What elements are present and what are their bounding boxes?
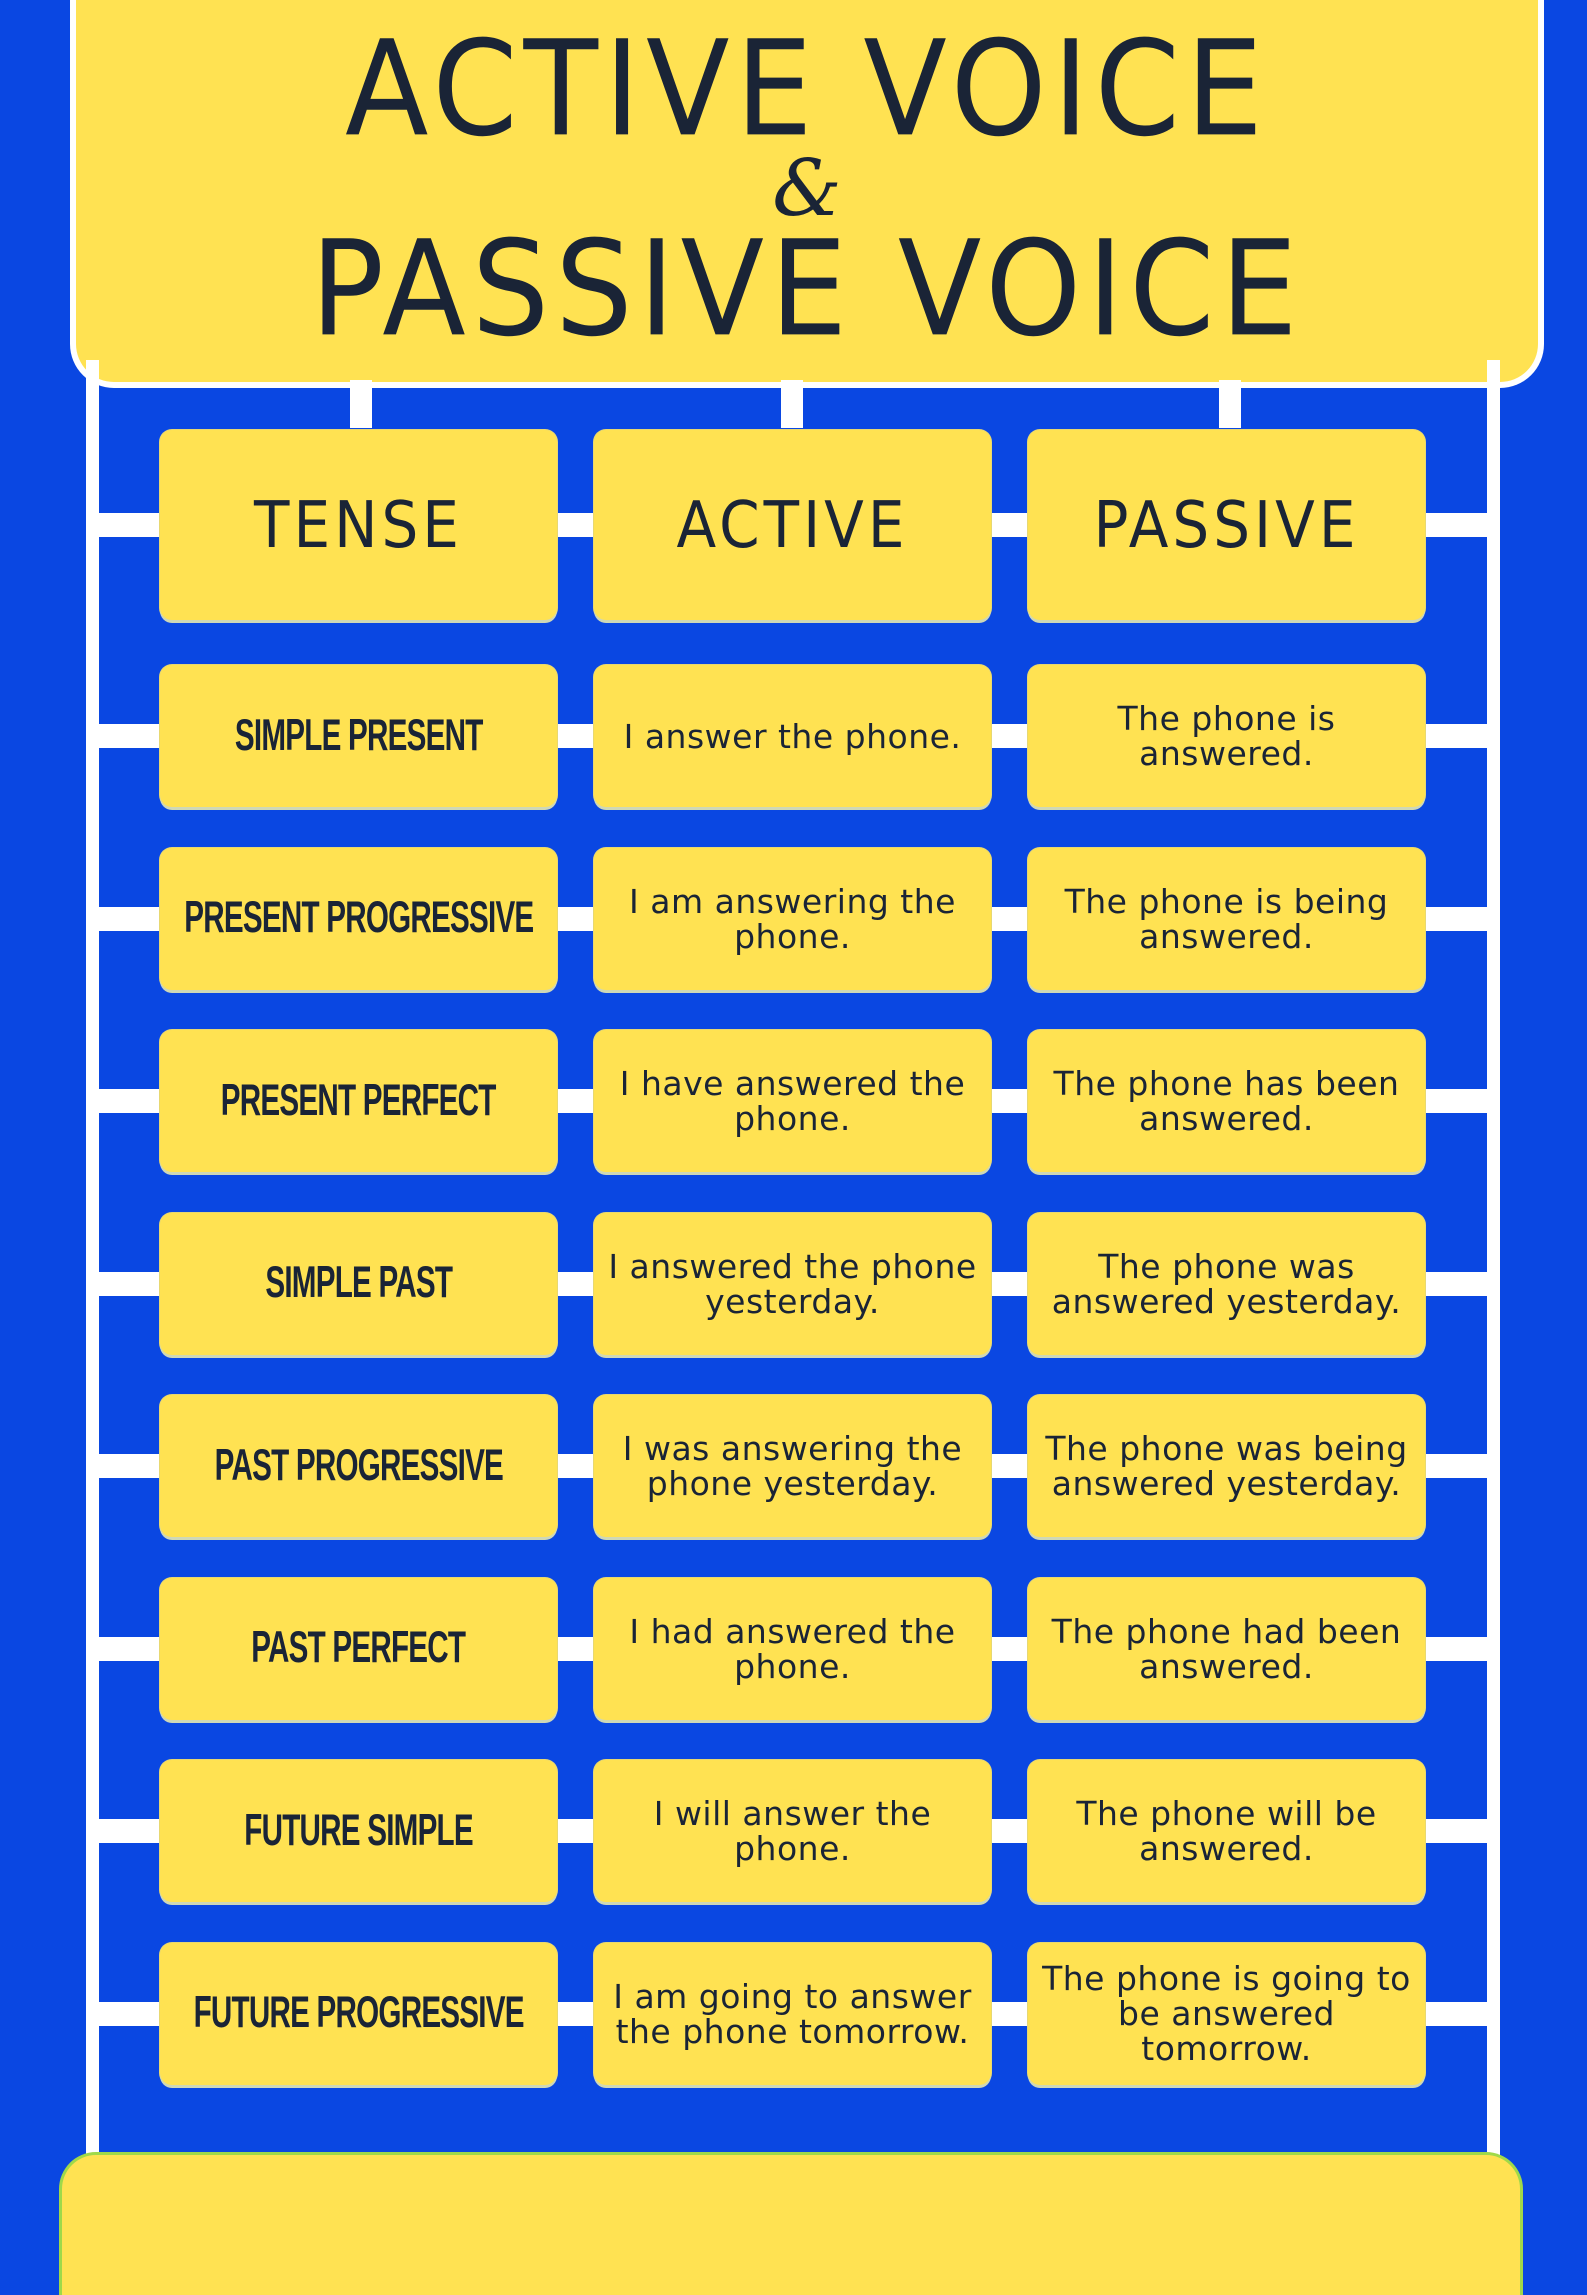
tense-label: SIMPLE PAST [265, 1258, 452, 1308]
tense-label: FUTURE SIMPLE [244, 1805, 473, 1856]
left-rail [86, 360, 99, 2260]
active-cell: I am going to answer the phone tomorrow. [594, 1943, 991, 2085]
tense-cell [160, 1943, 557, 2085]
tense-label: PAST PROGRESSIVE [214, 1440, 503, 1491]
tense-label: SIMPLE PRESENT [234, 710, 483, 761]
passive-cell: The phone is being answered. [1028, 848, 1425, 990]
tense-cell [160, 665, 557, 807]
header-active-label: ACTIVE [676, 487, 909, 563]
header-passive [1028, 430, 1425, 620]
active-cell: I will answer the phone. [594, 1760, 991, 1902]
active-cell: I was answering the phone yesterday. [594, 1395, 991, 1537]
stem-connector [350, 380, 372, 428]
active-cell: I am answering the phone. [594, 848, 991, 990]
header-active [594, 430, 991, 620]
tense-cell [160, 1213, 557, 1355]
passive-cell: The phone had been answered. [1028, 1578, 1425, 1720]
title-line-active: ACTIVE VOICE [345, 12, 1269, 166]
title-panel [76, 0, 1538, 382]
passive-cell: The phone has been answered. [1028, 1030, 1425, 1172]
right-rail [1487, 360, 1500, 2260]
active-cell: I answer the phone. [594, 665, 991, 807]
tense-cell [160, 848, 557, 990]
header-passive-label: PASSIVE [1093, 487, 1360, 563]
tense-label: PRESENT PROGRESSIVE [183, 893, 534, 943]
tense-cell [160, 1578, 557, 1720]
title-ampersand: & [772, 144, 842, 234]
title-line-passive: PASSIVE VOICE [310, 212, 1304, 366]
stem-connector [781, 380, 803, 428]
passive-cell: The phone is answered. [1028, 665, 1425, 807]
passive-cell: The phone was answered yesterday. [1028, 1213, 1425, 1355]
footer-panel [62, 2155, 1520, 2295]
passive-cell: The phone was being answered yesterday. [1028, 1395, 1425, 1537]
tense-cell [160, 1760, 557, 1902]
tense-label: PAST PERFECT [251, 1623, 466, 1673]
tense-cell [160, 1395, 557, 1537]
tense-label: FUTURE PROGRESSIVE [193, 1988, 524, 2038]
active-cell: I have answered the phone. [594, 1030, 991, 1172]
stem-connector [1219, 380, 1241, 428]
tense-cell [160, 1030, 557, 1172]
active-cell: I had answered the phone. [594, 1578, 991, 1720]
header-tense [160, 430, 557, 620]
passive-cell: The phone will be answered. [1028, 1760, 1425, 1902]
passive-cell: The phone is going to be answered tomorrow. [1028, 1943, 1425, 2085]
tense-label: PRESENT PERFECT [221, 1075, 496, 1126]
header-tense-label: TENSE [254, 487, 463, 563]
active-cell: I answered the phone yesterday. [594, 1213, 991, 1355]
